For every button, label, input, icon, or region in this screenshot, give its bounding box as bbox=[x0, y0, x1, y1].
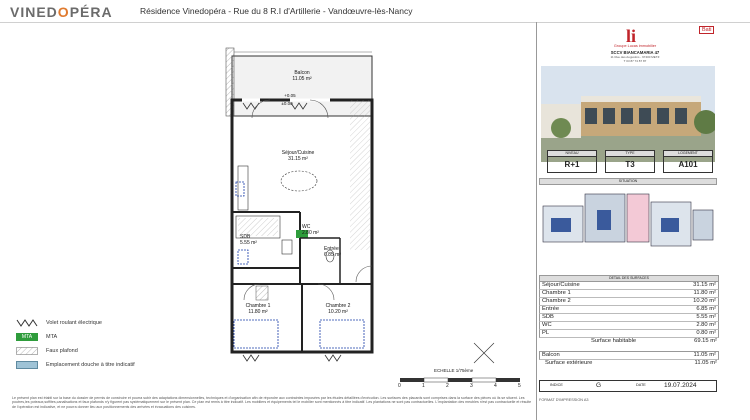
svg-text:li: li bbox=[626, 26, 637, 44]
revision-box bbox=[539, 380, 717, 392]
scale-tick: 0 bbox=[398, 383, 401, 389]
indice-label: INDICE bbox=[550, 383, 563, 387]
room-label-sdb: SDB 5.55 m² bbox=[240, 234, 257, 246]
room-label-chambre2: Chambre 2 10.20 m² bbox=[325, 303, 351, 315]
surface-row: WC 2.80 m² bbox=[539, 322, 719, 330]
legend-item: MTA MTA bbox=[16, 330, 216, 344]
date-label: DATE bbox=[636, 383, 646, 387]
indice-value: G bbox=[596, 382, 602, 389]
room-label-entree: Entrée 6.85 m² bbox=[324, 246, 341, 258]
disclaimer-text: Le présent plan est établi sur la base du dossier de permis de construire et pourra subir des adaptations dimensionnelles, techniques et d'organisation afin de répondre aux contraintes imposées par les études détaillées d'exécution. Les surfaces des placards sont comprises dans la surface des pièces où ils se situent. Les poutres,les poteaux,soffites,canalisations et faux plafonds n'y figurent pas systématiquement sur le présent plan. Ce plan est remis à titre indicatif. Les mobiliers et équipements tel le mobilier sont mentionnés à titre indicatif. Les plantations ne sont pas contractuelles. L'implantation des meubles n'est pas contractuelle et résulte de l'opération est indicative, et ne pourra donner lieu aux positionnements des arrivées et évacuations des cuisines. bbox=[12, 396, 532, 409]
legend-item: Volet roulant électrique bbox=[16, 316, 216, 330]
surface-row: Entrée 6.85 m² bbox=[539, 306, 719, 314]
page-title: Résidence Vinedopéra - Rue du 8 R.I d'Artillerie - Vandœuvre-lès-Nancy bbox=[140, 6, 413, 16]
print-format: FORMAT D'IMPRESSION A3 bbox=[539, 398, 589, 402]
room-label-chambre1: Chambre 1 11.80 m² bbox=[245, 303, 271, 315]
brand-logo: VINEDOPÉRA bbox=[10, 4, 113, 20]
niveau-header: NIVEAU bbox=[547, 150, 597, 157]
logement-header: LOGEMENT bbox=[663, 150, 713, 157]
situation-plan bbox=[541, 188, 717, 260]
surface-row: Balcon 11.05 m² bbox=[539, 351, 719, 360]
surface-row: SDB 5.55 m² bbox=[539, 314, 719, 322]
surface-row: Chambre 2 10.20 m² bbox=[539, 298, 719, 306]
compass-rose-icon bbox=[474, 343, 494, 363]
type-header: TYPE bbox=[605, 150, 655, 157]
exterior-total: Surface extérieure 11.05 m² bbox=[545, 360, 717, 366]
room-label-sejour: Séjour/Cuisine 31.15 m² bbox=[281, 150, 315, 162]
habitable-total: Surface habitable 69.15 m² bbox=[591, 338, 717, 344]
info-panel bbox=[536, 22, 750, 420]
scale-tick: 2 bbox=[446, 383, 449, 389]
scale-tick: 4 bbox=[494, 383, 497, 389]
level-mark: +0.05 bbox=[284, 93, 296, 98]
scale-tick: 3 bbox=[470, 383, 473, 389]
room-label-wc: WC 2.80 m² bbox=[302, 224, 319, 236]
level-mark: ±0.00 bbox=[281, 101, 293, 106]
promoter-block: li Groupe Lucas immobilier SCCV BIANCAMARIA 47 11 Rue des Augustins - 97400 METZ T 03 87 74 87 87 bbox=[610, 26, 660, 63]
surface-row: Séjour/Cuisine 31.15 m² bbox=[539, 282, 719, 290]
shower-area-icon bbox=[16, 361, 38, 369]
surface-row: PL 0.80 m² bbox=[539, 330, 719, 338]
surfaces-title: DETAIL DES SURFACES bbox=[539, 275, 719, 282]
situation-header: SITUATION bbox=[539, 178, 717, 185]
scale-bar bbox=[400, 378, 520, 382]
legend-item: Emplacement douche à titre indicatif bbox=[16, 358, 216, 372]
scale-tick: 5 bbox=[518, 383, 521, 389]
hatch-pattern-icon bbox=[16, 347, 38, 355]
promoter-logo-icon bbox=[623, 26, 647, 44]
legend-item: Faux plafond bbox=[16, 344, 216, 358]
surface-details bbox=[539, 275, 719, 367]
scale-label: ECHELLE 1/75ème bbox=[434, 368, 474, 373]
mta-badge: MTA bbox=[16, 333, 38, 341]
legend bbox=[16, 316, 216, 372]
bati-badge: Bati bbox=[699, 26, 714, 34]
type-value: T3 bbox=[605, 156, 655, 173]
room-label-balcon: Balcon 11.05 m² bbox=[292, 70, 312, 82]
building-render-image bbox=[541, 66, 715, 162]
niveau-value: R+1 bbox=[547, 156, 597, 173]
logement-value: A101 bbox=[663, 156, 713, 173]
surface-row: Chambre 1 11.80 m² bbox=[539, 290, 719, 298]
date-value: 19.07.2024 bbox=[664, 382, 697, 389]
scale-tick: 1 bbox=[422, 383, 425, 389]
rolling-shutter-icon bbox=[16, 319, 38, 327]
